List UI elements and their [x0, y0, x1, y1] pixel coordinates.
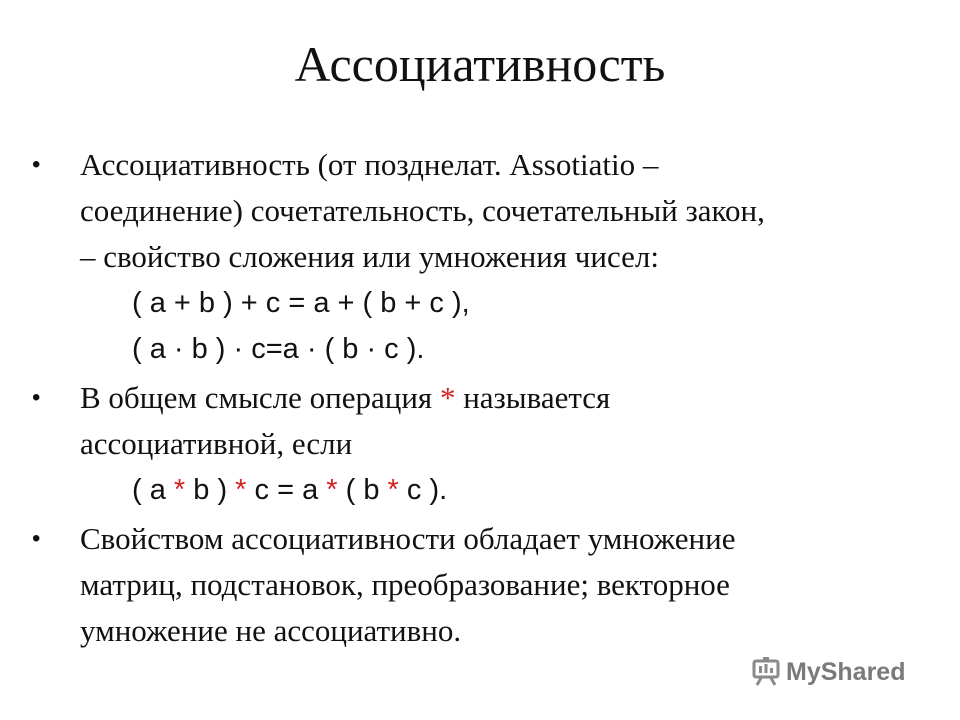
text-line: умножение не ассоциативно.: [80, 613, 462, 648]
bullet-item-examples: [32, 516, 912, 656]
bullet-marker: •: [32, 151, 41, 178]
text-line: Свойством ассоциативности обладает умножение: [80, 521, 736, 556]
text-fragment: называется: [455, 380, 611, 415]
text-line: соединение) сочетательность, сочетательный закон,: [80, 193, 765, 228]
text-line: – свойство сложения или умножения чисел:: [80, 239, 659, 274]
formula-part: ( b: [337, 474, 388, 506]
mysshared-watermark: [752, 652, 922, 692]
bullet-text: [80, 516, 920, 654]
watermark-text: MyShared: [786, 657, 906, 686]
bullet-item-general-operation: [32, 375, 912, 515]
operation-star: *: [173, 474, 186, 506]
slide-title: Ассоциативность: [294, 36, 666, 92]
text-fragment: В общем смысле операция: [80, 380, 440, 415]
text-line: [80, 375, 920, 421]
bullet-text: [80, 142, 920, 372]
bullet-text: [80, 375, 920, 513]
formula-addition: ( a + b ) + c = a + ( b + c ),: [132, 287, 470, 319]
operation-star: *: [439, 380, 456, 415]
formula-part: c = a: [246, 474, 327, 506]
operation-star: *: [387, 474, 399, 506]
text-line: матриц, подстановок, преобразование; векторное: [80, 567, 730, 602]
text-line: ассоциативной, если: [80, 426, 353, 461]
operation-star: *: [235, 474, 247, 506]
bullet-marker: •: [32, 384, 41, 411]
formula-part: b ): [185, 474, 236, 506]
bullet-marker: •: [32, 525, 41, 552]
formula-general: [80, 467, 920, 513]
presentation-board-icon: [752, 657, 780, 687]
bullet-item-definition: [32, 142, 912, 376]
formula-part: ( a: [132, 474, 174, 506]
formula-multiplication: ( a · b ) · c=a · ( b · c ).: [132, 333, 425, 365]
operation-star: *: [326, 474, 338, 506]
formula-part: c ).: [398, 474, 448, 506]
text-line: Ассоциативность (от позднелат. Assotiatio –: [80, 147, 659, 182]
